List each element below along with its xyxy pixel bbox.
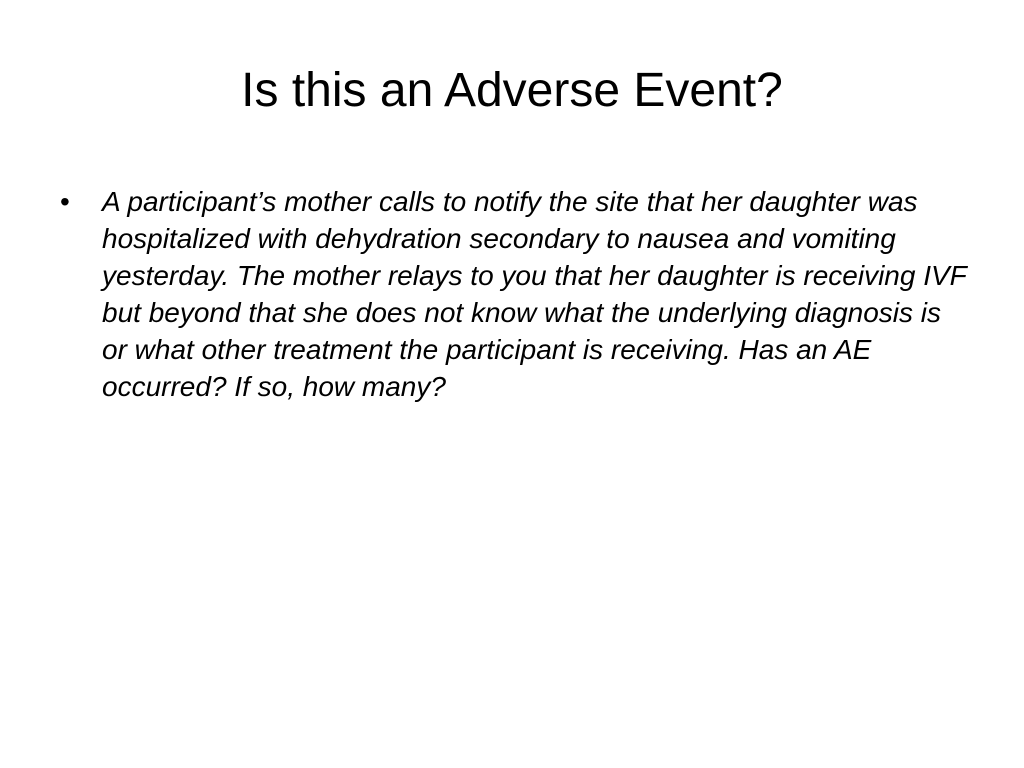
bullet-text: A participant’s mother calls to notify the site that her daughter was hospitalized with dehydration secondary to nausea and vomiting yesterday. The mother relays to you that her daughter is receiving IVF but beyond that she does not know what the underlying diagnosis is or what other treatment the participant is receiving. Has an AE occurred? If so, how many? — [102, 186, 967, 402]
bullet-marker: • — [60, 186, 70, 217]
bullet-item — [60, 183, 970, 405]
slide-title: Is this an Adverse Event? — [241, 64, 783, 117]
bullet-list — [60, 183, 970, 405]
